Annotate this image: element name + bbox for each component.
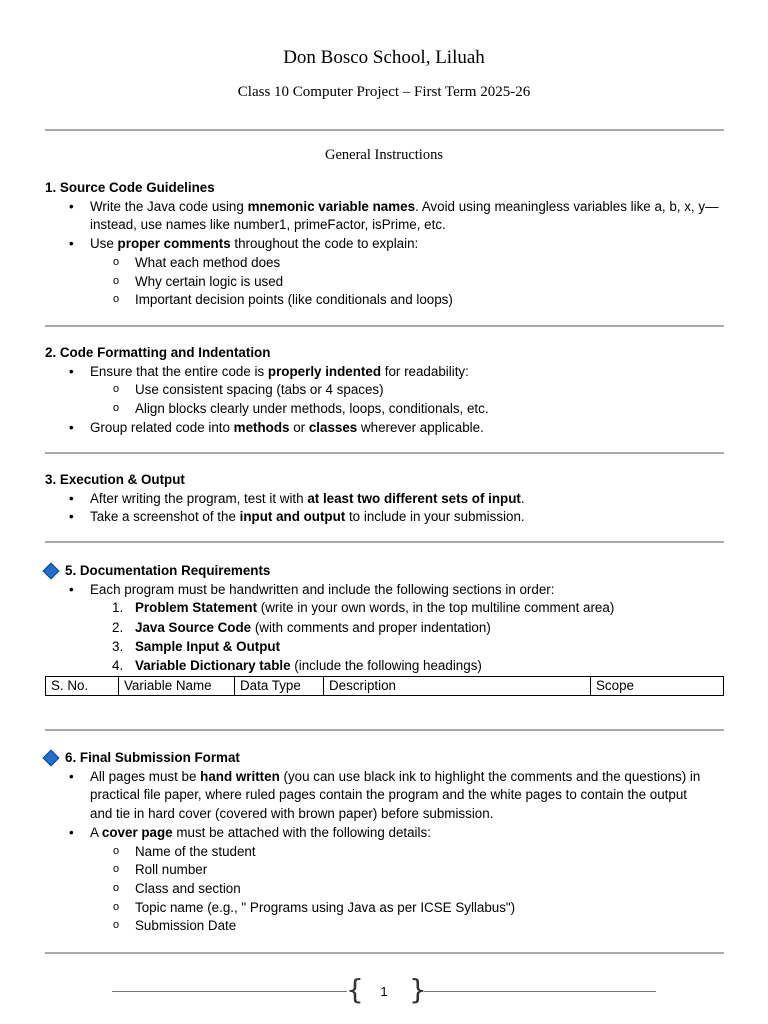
- footer-line-left: [112, 991, 347, 992]
- section-heading: 2. Code Formatting and Indentation: [45, 345, 271, 360]
- numbered-item: 1. Problem Statement (write in your own words, in the top multiline comment area): [112, 600, 615, 616]
- bullet-item: • All pages must be hand written (you can use black ink to highlight the comments and the questions) in: [45, 768, 725, 787]
- left-brace-icon: {: [346, 973, 364, 1006]
- numbered-item: 2. Java Source Code (with comments and proper indentation): [112, 620, 491, 636]
- sub-bullet-item: o Use consistent spacing (tabs or 4 spaces): [45, 381, 725, 400]
- sub-bullet-item: o Submission Date: [45, 917, 725, 936]
- section-heading: 3. Execution & Output: [45, 472, 185, 487]
- sub-bullet-item: o Important decision points (like conditionals and loops): [45, 291, 725, 310]
- table-header-cell: Variable Name: [119, 677, 235, 696]
- diamond-icon: [43, 749, 60, 766]
- sub-bullet-item: o Name of the student: [45, 843, 725, 862]
- section-final-submission: [45, 749, 725, 936]
- table-header-row: [46, 677, 724, 696]
- bullet-item: • Group related code into methods or classes wherever applicable.: [45, 419, 725, 438]
- divider: [45, 129, 724, 131]
- page-number: 1: [380, 984, 388, 999]
- divider: [45, 729, 724, 731]
- right-brace-icon: }: [409, 973, 427, 1006]
- school-title: Don Bosco School, Liluah: [283, 47, 485, 68]
- divider: [45, 452, 724, 454]
- bullet-item: • Each program must be handwritten and include the following sections in order:: [45, 581, 725, 600]
- sub-bullet-item: o Align blocks clearly under methods, loops, conditionals, etc.: [45, 400, 725, 419]
- sub-bullet-item: o Topic name (e.g., " Programs using Java as per ICSE Syllabus"): [45, 899, 725, 918]
- divider: [45, 325, 724, 327]
- divider: [45, 541, 724, 543]
- numbered-item: 3. Sample Input & Output: [112, 638, 281, 654]
- bullet-item: • After writing the program, test it with at least two different sets of input.: [45, 490, 725, 509]
- numbered-item: 4. Variable Dictionary table (include the following headings): [112, 657, 482, 673]
- project-subtitle: Class 10 Computer Project – First Term 2025-26: [237, 84, 531, 100]
- footer-line-right: [424, 991, 656, 992]
- diamond-icon: [43, 562, 60, 579]
- table-header-cell: Description: [324, 677, 591, 696]
- table-header-cell: Scope: [591, 677, 724, 696]
- sub-bullet-item: o Roll number: [45, 861, 725, 880]
- section-formatting: [45, 344, 725, 438]
- section-heading: 5. Documentation Requirements: [65, 563, 271, 578]
- table-header-cell: Data Type: [235, 677, 324, 696]
- section-documentation: [45, 562, 725, 675]
- sub-bullet-item: o Class and section: [45, 880, 725, 899]
- section-source-code: [45, 179, 725, 310]
- bullet-continuation: and tie in hard cover (covered with brown paper) before submission.: [90, 806, 494, 822]
- variable-dictionary-table: [45, 676, 724, 696]
- bullet-item: • Use proper comments throughout the code to explain:: [45, 235, 725, 254]
- general-instructions-heading: General Instructions: [325, 147, 443, 163]
- bullet-item: • Write the Java code using mnemonic variable names. Avoid using meaningless variables like a, b, x, y—: [45, 198, 725, 217]
- bullet-continuation: practical file paper, where ruled pages contain the program and the white pages to contain the output: [90, 787, 688, 803]
- section-heading: 6. Final Submission Format: [65, 750, 240, 765]
- sub-bullet-item: o Why certain logic is used: [45, 273, 725, 292]
- section-heading: 1. Source Code Guidelines: [45, 180, 215, 195]
- section-execution: [45, 471, 725, 527]
- bullet-item: • Ensure that the entire code is properly indented for readability:: [45, 363, 725, 382]
- table-header-cell: S. No.: [46, 677, 119, 696]
- divider: [45, 952, 724, 954]
- bullet-item: • A cover page must be attached with the following details:: [45, 824, 725, 843]
- sub-bullet-item: o What each method does: [45, 254, 725, 273]
- bullet-item: • Take a screenshot of the input and output to include in your submission.: [45, 508, 725, 527]
- bullet-continuation: instead, use names like number1, primeFactor, isPrime, etc.: [90, 217, 446, 233]
